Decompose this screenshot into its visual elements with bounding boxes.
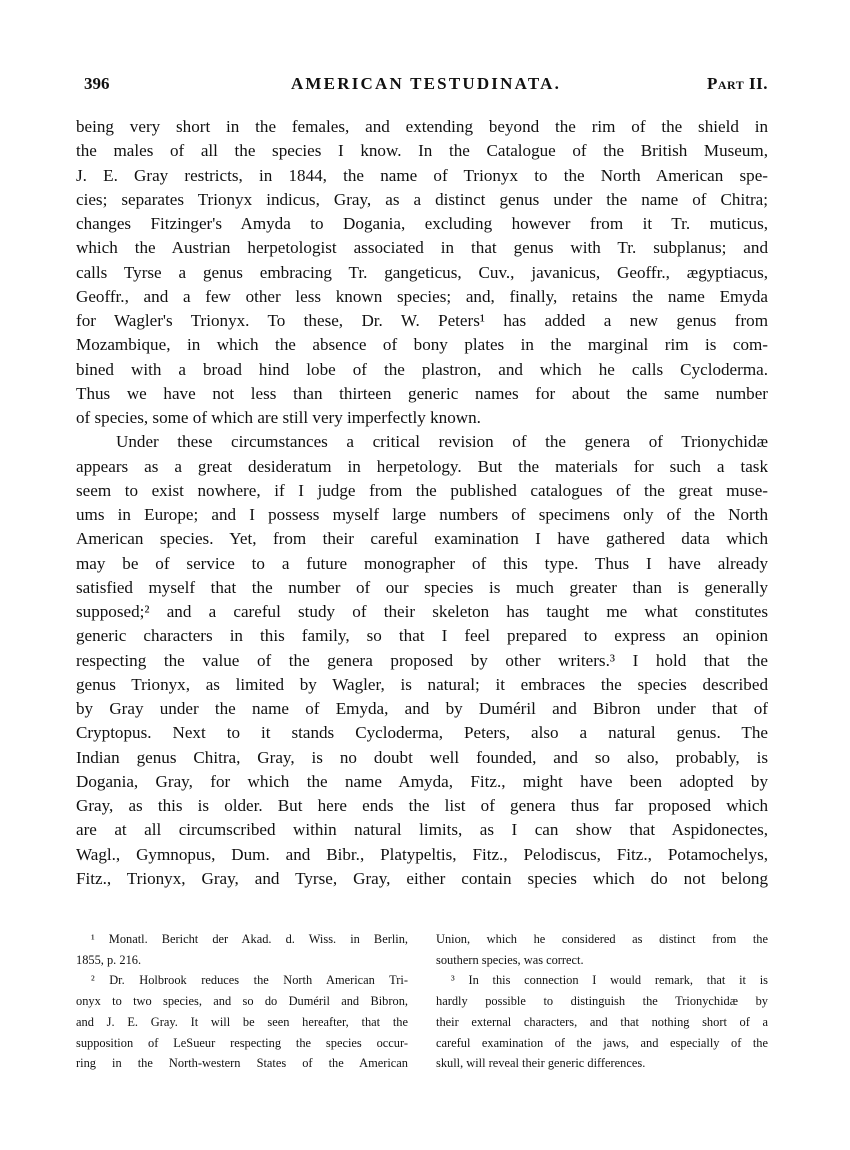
- body-line: Gray, as this is older. But here ends the list of genera thus far proposed which: [76, 796, 768, 815]
- body-line: the males of all the species I know. In the Catalogue of the British Museum,: [76, 141, 768, 161]
- footnote-line: southern species, was correct.: [436, 952, 584, 967]
- footnotes-right-column: [436, 929, 768, 1074]
- body-line: calls Tyrse a genus embracing Tr. gangeticus, Cuv., javanicus, Geoffr., ægyptiacus,: [76, 262, 768, 282]
- running-header: [84, 74, 768, 100]
- footnote-line: their external characters, and that nothing short of a: [436, 1014, 768, 1029]
- body-line: Thus we have not less than thirteen generic names for about the same number: [76, 383, 768, 403]
- running-title: AMERICAN TESTUDINATA.: [290, 74, 562, 93]
- footnote-line: and J. E. Gray. It will be seen hereafter, that the: [76, 1014, 408, 1029]
- footnote-line: ¹ Monatl. Bericht der Akad. d. Wiss. in Berlin,: [91, 932, 408, 946]
- footnote-line: skull, will reveal their generic differences.: [436, 1056, 646, 1071]
- part-label: Part II.: [706, 74, 768, 93]
- body-line: may be of service to a future monographer of this type. Thus I have already: [76, 553, 768, 573]
- body-line: Cryptopus. Next to it stands Cycloderma, Peters, also a natural genus. The: [76, 723, 768, 743]
- body-line: satisfied myself that the number of our species is much greater than is generally: [76, 577, 768, 597]
- body-line: supposed;² and a careful study of their skeleton has taught me what constitutes: [76, 602, 768, 621]
- body-line: bined with a broad hind lobe of the plastron, and which he calls Cycloderma.: [76, 359, 768, 379]
- body-line: respecting the value of the genera proposed by other writers.³ I hold that the: [76, 650, 768, 670]
- body-line: are at all circumscribed within natural limits, as I can show that Aspidonectes,: [76, 820, 768, 840]
- body-line: genus Trionyx, as limited by Wagler, is natural; it embraces the species described: [76, 674, 768, 694]
- body-line: Fitz., Trionyx, Gray, and Tyrse, Gray, either contain species which do not belong: [76, 868, 768, 888]
- footnote-line: onyx to two species, and so do Duméril and Bibron,: [76, 994, 408, 1009]
- body-line: seem to exist nowhere, if I judge from the published catalogues of the great muse-: [76, 480, 768, 500]
- footnote-line: hardly possible to distinguish the Trionychidæ by: [436, 994, 768, 1009]
- footnote-line: 1855, p. 216.: [76, 952, 142, 967]
- footnote-line: ² Dr. Holbrook reduces the North American Tri-: [91, 973, 408, 988]
- footnote-line: careful examination of the jaws, and especially of the: [436, 1035, 768, 1050]
- footnote-line: supposition of LeSueur respecting the species occur-: [76, 1035, 408, 1050]
- body-line: being very short in the females, and extending beyond the rim of the shield in: [76, 117, 768, 136]
- body-line: of species, some of which are still very imperfectly known.: [76, 408, 481, 427]
- body-line: changes Fitzinger's Amyda to Dogania, excluding however from it Tr. muticus,: [76, 214, 768, 233]
- body-line: J. E. Gray restricts, in 1844, the name of Trionyx to the North American spe-: [76, 165, 768, 185]
- body-line: ums in Europe; and I possess myself large numbers of specimens only of the North: [76, 505, 768, 524]
- body-line: Geoffr., and a few other less known species; and, finally, retains the name Emyda: [76, 286, 768, 306]
- body-text: [76, 115, 768, 891]
- body-line: Dogania, Gray, for which the name Amyda, Fitz., might have been adopted by: [76, 771, 768, 791]
- body-line: Wagl., Gymnopus, Dum. and Bibr., Platypeltis, Fitz., Pelodiscus, Fitz., Potamochelys,: [76, 844, 768, 864]
- footnote-line: Union, which he considered as distinct from the: [436, 932, 768, 946]
- footnote-line: ring in the North-western States of the American: [76, 1056, 408, 1071]
- body-line: Indian genus Chitra, Gray, is no doubt well founded, and so also, probably, is: [76, 747, 768, 767]
- body-line: generic characters in this family, so that I feel prepared to express an opinion: [76, 626, 768, 646]
- body-line: by Gray under the name of Emyda, and by Duméril and Bibron under that of: [76, 699, 768, 718]
- body-line: Mozambique, in which the absence of bony plates in the marginal rim is com-: [76, 335, 768, 355]
- footnotes-left-column: [76, 929, 408, 1074]
- footnote-line: ³ In this connection I would remark, that it is: [451, 973, 768, 988]
- body-line: Under these circumstances a critical revision of the genera of Trionychidæ: [116, 432, 768, 452]
- page-number: 396: [84, 74, 110, 93]
- body-line: which the Austrian herpetologist associated in that genus with Tr. subplanus; and: [76, 238, 768, 258]
- body-line: cies; separates Trionyx indicus, Gray, as a distinct genus under the name of Chitra;: [76, 189, 768, 209]
- body-line: appears as a great desideratum in herpetology. But the materials for such a task: [76, 456, 768, 476]
- body-line: American species. Yet, from their careful examination I have gathered data which: [76, 529, 768, 549]
- body-line: for Wagler's Trionyx. To these, Dr. W. Peters¹ has added a new genus from: [76, 311, 768, 330]
